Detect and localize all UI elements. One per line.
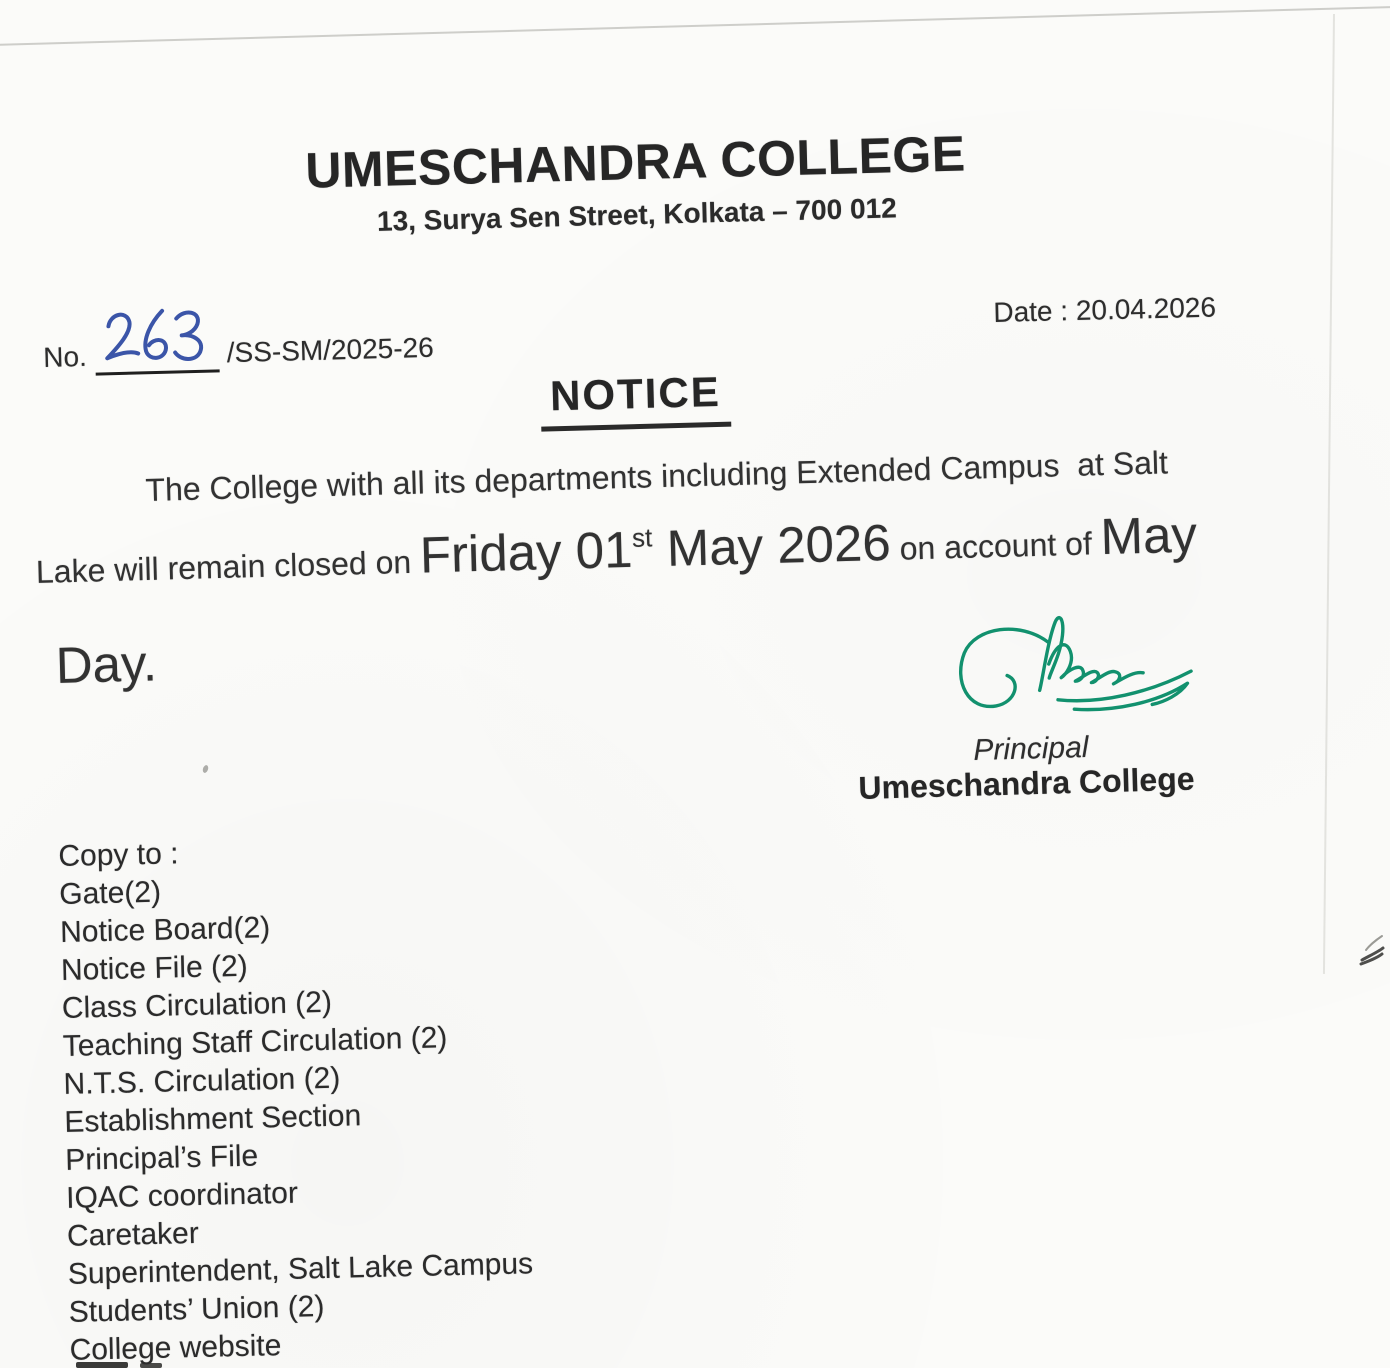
college-address: 13, Surya Sen Street, Kolkata – 700 012 (376, 191, 898, 237)
occasion-text: May (1099, 505, 1198, 566)
scan-speck (202, 764, 209, 773)
signature-scribble-icon (935, 607, 1204, 738)
copy-to-item: Superintendent, Salt Lake Campus (67, 1247, 534, 1291)
copy-to-item: Caretaker (66, 1216, 200, 1253)
principal-signature (935, 607, 1204, 743)
body-line-2 (35, 505, 1198, 595)
paper-right-edge (1323, 14, 1335, 974)
ordinal-suffix: st (631, 522, 653, 553)
copy-to-item: Class Circulation (2) (61, 985, 333, 1025)
closure-date-text-2: May 2026 (651, 513, 892, 578)
body-line-1: The College with all its departments including Extended Campus at Salt (145, 444, 1169, 508)
copy-to-item: Students’ Union (2) (68, 1290, 325, 1329)
copy-to-item: College website (69, 1329, 282, 1367)
copy-to-item: Teaching Staff Circulation (2) (62, 1021, 448, 1063)
signer-organization: Umeschandra College (858, 760, 1195, 806)
ref-no-label: No. (42, 340, 88, 373)
body-line-2-mid: on account of (890, 525, 1102, 567)
college-name: UMESCHANDRA COLLEGE (304, 125, 967, 199)
ref-no-suffix: /SS-SM/2025-26 (226, 331, 435, 369)
copy-to-item: Notice Board(2) (59, 911, 271, 949)
body-line-2-pre: Lake will remain closed on (35, 543, 421, 590)
signer-title: Principal (973, 730, 1089, 767)
body-line-3: Day. (55, 634, 158, 694)
copy-to-list (59, 865, 535, 1368)
copy-to-item: Principal’s File (64, 1139, 259, 1177)
copy-to-item: N.T.S. Circulation (2) (63, 1061, 341, 1101)
copy-to-section (58, 827, 535, 1368)
ref-no-handwritten (94, 305, 220, 375)
closure-date-text: Friday 01 (419, 520, 634, 584)
copy-to-item: Gate(2) (58, 875, 162, 911)
copy-to-item: IQAC coordinator (65, 1176, 299, 1215)
copy-to-item: Notice File (2) (60, 949, 249, 987)
paper-top-edge (0, 6, 1390, 46)
reference-number-line (42, 300, 434, 377)
copy-to-item: Establishment Section (64, 1099, 362, 1139)
copy-to-label: Copy to : (58, 837, 179, 873)
letterhead (30, 120, 1242, 246)
handwritten-263-icon (100, 306, 213, 365)
notice-title: NOTICE (539, 368, 731, 432)
pen-mark-icon (1356, 930, 1390, 972)
date-text: Date : 20.04.2026 (993, 291, 1217, 328)
